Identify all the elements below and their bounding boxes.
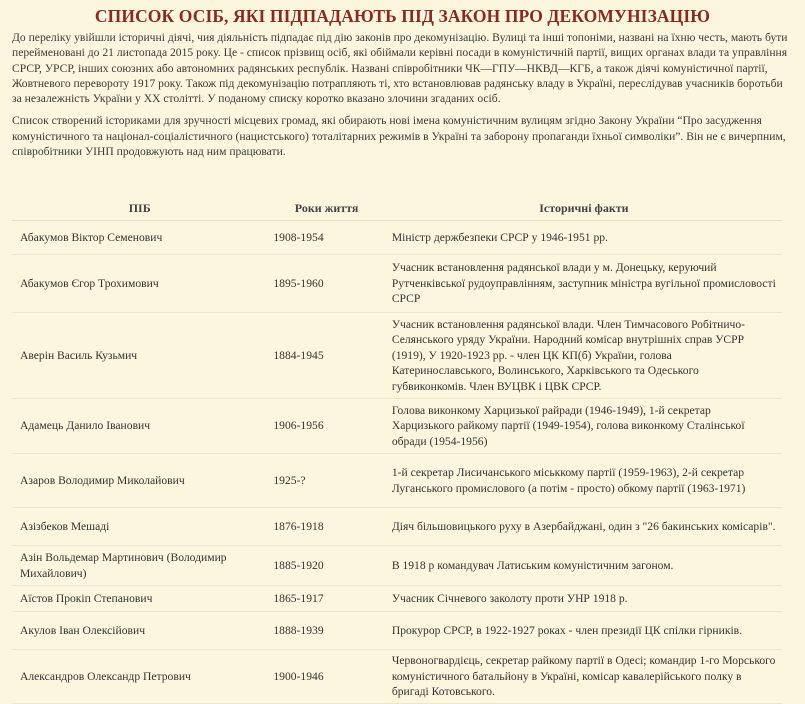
header-name: ПІБ [12, 196, 267, 221]
cell-facts: Червоногвардієць, секретар райкому партії в Одесі; командир 1-го Морського комуністичного батальйону в Україні, комісар кавалерійського полку в бригаді Котовського. [386, 650, 782, 704]
cell-facts: Учасник встановлення радянської влади. Член Тимчасового Робітничо-Селянського уряду України. Народний комісар внутрішніх справ УСРР (1919), У 1920-1923 рр. - член ЦК КП(б) України, голова Катеринославського, Волинського, Харківського та Одеського губвиконкомів. Член ВУЦВК і ЦВК СРСР. [386, 313, 782, 399]
cell-name: Аверін Василь Кузьмич [12, 313, 267, 399]
cell-years: 1895-1960 [267, 255, 385, 313]
table-row [12, 255, 782, 313]
intro-paragraph-2: Список створений істориками для зручності місцевих громад, які обирають нові імена комуністичним вулицям згідно Закону України “Про засудження комуністичного та націонал-соціалістичного (нацистського) тоталітарних режимів в Україні та заборону пропаганди їхньої символіки”. Він не є вичерпним, співробітники УІНП продовжують над ним працювати. [12, 114, 786, 159]
cell-name: Адамець Данило Іванович [12, 399, 267, 454]
cell-name: Александров Олександр Петрович [12, 650, 267, 704]
cell-facts: 1-й секретар Лисичанського міськкому партії (1959-1963), 2-й секретар Луганського промислового (а потім - просто) обкому партії (1963-1971) [386, 454, 782, 508]
header-years: Роки життя [267, 196, 385, 221]
cell-years: 1925-? [267, 454, 385, 508]
cell-facts: Голова виконкому Харцизької райради (1946-1949), 1-й секретар Харцизького райкому партії (1949-1954), голова виконкому Сталінської обради (1954-1956) [386, 399, 782, 454]
cell-facts: Прокурор СРСР, в 1922-1927 роках - член президії ЦК спілки гірників. [386, 612, 782, 650]
table-row [12, 454, 782, 508]
cell-years: 1908-1954 [267, 221, 385, 255]
cell-facts: Учасник встановлення радянської влади у м. Донецьку, керуючий Рутченківської рудоуправлінням, заступник міністра вугільної промисловості СРСР [386, 255, 782, 313]
decommunization-table [12, 196, 782, 704]
cell-years: 1906-1956 [267, 399, 385, 454]
cell-years: 1888-1939 [267, 612, 385, 650]
cell-facts: Діяч більшовицького руху в Азербайджані, один з "26 бакинських комісарів". [386, 508, 782, 546]
cell-years: 1900-1946 [267, 650, 385, 704]
table-row [12, 650, 782, 704]
cell-years: 1876-1918 [267, 508, 385, 546]
cell-name: Азізбеков Мешаді [12, 508, 267, 546]
cell-facts: Учасник Січневого заколоту проти УНР 1918 р. [386, 586, 782, 612]
table-header-row [12, 196, 782, 221]
cell-name: Абакумов Єгор Трохимович [12, 255, 267, 313]
table-row [12, 508, 782, 546]
table-row [12, 313, 782, 399]
table-row [12, 586, 782, 612]
cell-years: 1885-1920 [267, 546, 385, 586]
intro-paragraph-1: До переліку увійшли історичні діячі, чия діяльність підпадає під дію законів про декомунізацію. Вулиці та інші топоніми, названі на їхню честь, мають бути перейменовані до 21 листопада 2015 року. Це - список прізвищ осіб, які обіймали керівні посади в комуністичній партії, вищих органах влади та управління СРСР, УРСР, інших союзних або автономних радянських республік. Названі співробітники ЧК—ГПУ—НКВД—КГБ, а також діячі комуністичної партії, Жовтневого перевороту 1917 року. Також під декомунізацію потрапляють ті, хто встановлював радянську владу в Україні, переслідував учасників боротьби за незалежність України у ХХ столітті. У поданому списку коротко вказано злочини згаданих осіб. [12, 31, 788, 106]
table-row [12, 221, 782, 255]
cell-years: 1865-1917 [267, 586, 385, 612]
cell-years: 1884-1945 [267, 313, 385, 399]
page-title: СПИСОК ОСІБ, ЯКІ ПІДПАДАЮТЬ ПІД ЗАКОН ПРО ДЕКОМУНІЗАЦІЮ [94, 6, 711, 26]
cell-name: Азаров Володимир Миколайович [12, 454, 267, 508]
cell-name: Абакумов Віктор Семенович [12, 221, 267, 255]
cell-facts: Міністр держбезпеки СРСР у 1946-1951 рр. [386, 221, 782, 255]
cell-name: Азін Вольдемар Мартинович (Володимир Михайлович) [12, 546, 267, 586]
header-facts: Історичні факти [386, 196, 782, 221]
cell-facts: В 1918 р командувач Латиським комуністичним загоном. [386, 546, 782, 586]
cell-name: Акулов Іван Олексійович [12, 612, 267, 650]
table-row [12, 546, 782, 586]
cell-name: Аїстов Прокіп Степанович [12, 586, 267, 612]
intro-text [0, 27, 805, 159]
table-row [12, 612, 782, 650]
table-row [12, 399, 782, 454]
